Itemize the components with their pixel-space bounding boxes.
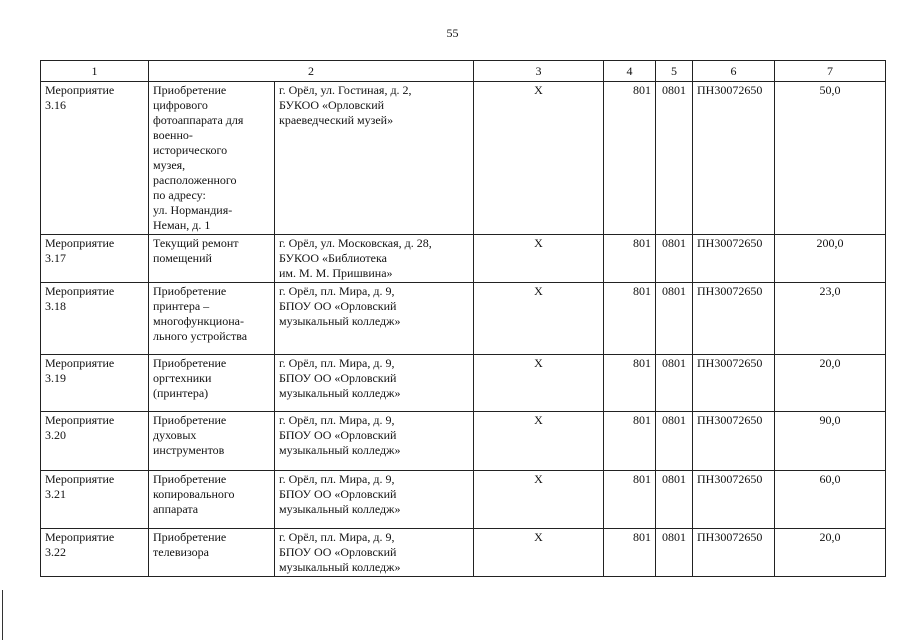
col6-cell: ПН30072650 (693, 283, 775, 355)
col6-cell: ПН30072650 (693, 412, 775, 471)
header-col-6: 6 (693, 61, 775, 82)
col3-cell: Х (474, 355, 604, 412)
col6-cell: ПН30072650 (693, 529, 775, 577)
col3-cell: Х (474, 412, 604, 471)
col4-cell: 801 (604, 471, 656, 529)
col4-cell: 801 (604, 82, 656, 235)
event-cell: Мероприятие 3.19 (41, 355, 149, 412)
event-cell: Мероприятие 3.20 (41, 412, 149, 471)
col3-cell: Х (474, 471, 604, 529)
table-row (41, 283, 886, 355)
col4-cell: 801 (604, 235, 656, 283)
header-col-5: 5 (656, 61, 693, 82)
col4-cell: 801 (604, 355, 656, 412)
address-cell: г. Орёл, пл. Мира, д. 9, БПОУ ОО «Орловский музыкальный колледж» (275, 412, 474, 471)
col5-cell: 0801 (656, 283, 693, 355)
address-cell: г. Орёл, пл. Мира, д. 9, БПОУ ОО «Орловский музыкальный колледж» (275, 529, 474, 577)
event-cell: Мероприятие 3.21 (41, 471, 149, 529)
name-cell: Приобретение оргтехники (принтера) (149, 355, 275, 412)
name-cell: Приобретение принтера – многофункциона- льного устройства (149, 283, 275, 355)
table-row (41, 235, 886, 283)
address-cell: г. Орёл, пл. Мира, д. 9, БПОУ ОО «Орловский музыкальный колледж» (275, 471, 474, 529)
col4-cell: 801 (604, 412, 656, 471)
col4-cell: 801 (604, 283, 656, 355)
name-cell: Приобретение цифрового фотоаппарата для военно- исторического музея, расположенного по адресу: ул. Нормандия- Неман, д. 1 (149, 82, 275, 235)
col3-cell: Х (474, 235, 604, 283)
col5-cell: 0801 (656, 82, 693, 235)
header-row (41, 61, 886, 82)
col5-cell: 0801 (656, 235, 693, 283)
address-cell: г. Орёл, пл. Мира, д. 9, БПОУ ОО «Орловский музыкальный колледж» (275, 355, 474, 412)
name-cell: Приобретение духовых инструментов (149, 412, 275, 471)
amount-cell: 20,0 (775, 355, 886, 412)
col4-cell: 801 (604, 529, 656, 577)
col6-cell: ПН30072650 (693, 235, 775, 283)
address-cell: г. Орёл, пл. Мира, д. 9, БПОУ ОО «Орловский музыкальный колледж» (275, 283, 474, 355)
events-table (40, 60, 886, 577)
header-col-7: 7 (775, 61, 886, 82)
table-row (41, 82, 886, 235)
table-row (41, 355, 886, 412)
event-cell: Мероприятие 3.17 (41, 235, 149, 283)
event-cell: Мероприятие 3.22 (41, 529, 149, 577)
amount-cell: 50,0 (775, 82, 886, 235)
table-row (41, 471, 886, 529)
amount-cell: 60,0 (775, 471, 886, 529)
amount-cell: 200,0 (775, 235, 886, 283)
address-cell: г. Орёл, ул. Московская, д. 28, БУКОО «Библиотека им. М. М. Пришвина» (275, 235, 474, 283)
col6-cell: ПН30072650 (693, 471, 775, 529)
col6-cell: ПН30072650 (693, 82, 775, 235)
col3-cell: Х (474, 529, 604, 577)
page-number: 55 (446, 26, 459, 40)
header-col-3: 3 (474, 61, 604, 82)
amount-cell: 90,0 (775, 412, 886, 471)
table-row (41, 412, 886, 471)
name-cell: Текущий ремонт помещений (149, 235, 275, 283)
col5-cell: 0801 (656, 471, 693, 529)
amount-cell: 20,0 (775, 529, 886, 577)
col5-cell: 0801 (656, 355, 693, 412)
col3-cell: Х (474, 283, 604, 355)
table-row (41, 529, 886, 577)
col5-cell: 0801 (656, 412, 693, 471)
header-col-4: 4 (604, 61, 656, 82)
event-cell: Мероприятие 3.16 (41, 82, 149, 235)
name-cell: Приобретение телевизора (149, 529, 275, 577)
col3-cell: Х (474, 82, 604, 235)
amount-cell: 23,0 (775, 283, 886, 355)
col5-cell: 0801 (656, 529, 693, 577)
name-cell: Приобретение копировального аппарата (149, 471, 275, 529)
header-col-2: 2 (149, 61, 474, 82)
event-cell: Мероприятие 3.18 (41, 283, 149, 355)
scan-edge-line (2, 590, 3, 640)
address-cell: г. Орёл, ул. Гостиная, д. 2, БУКОО «Орловский краеведческий музей» (275, 82, 474, 235)
header-col-1: 1 (41, 61, 149, 82)
col6-cell: ПН30072650 (693, 355, 775, 412)
